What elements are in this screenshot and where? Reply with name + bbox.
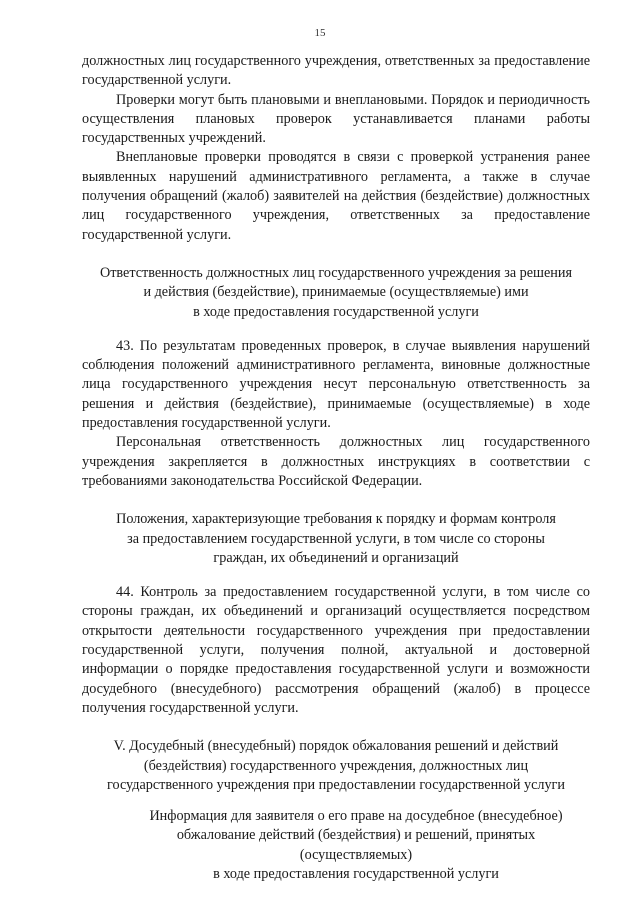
heading-section-v <box>82 737 590 795</box>
heading-line: Информация для заявителя о его праве на досудебное (внесудебное) <box>149 808 563 825</box>
paragraph-personal-responsibility: Персональная ответственность должностных лиц государственного учреждения закрепляется в должностных инструкциях в соответствии с требованиями законодательства Российской Федерации. <box>82 434 590 489</box>
page-number: 15 <box>314 27 326 39</box>
heading-line: (осуществляемых) <box>299 846 413 863</box>
heading-line: и действия (бездействие), принимаемые (осуществляемые) ими <box>143 284 529 301</box>
heading-responsibility <box>82 264 590 322</box>
heading-line: граждан, их объединений и организаций <box>213 549 459 566</box>
heading-line: в ходе предоставления государственной услуги <box>193 303 479 320</box>
paragraph-43: 43. По результатам проведенных проверок, в случае выявления нарушений соблюдения положений административного регламента, виновные должностные лица государственного учреждения несут персональную ответственность за решения и действия (бездействие), принимаемые (осуществляемые) в ходе предоставления государственной услуги. <box>82 337 590 432</box>
paragraph-inspections-types: Проверки могут быть плановыми и внеплановыми. Порядок и периодичность осуществления плановых проверок устанавливается планами работы государственных учреждений. <box>82 91 590 147</box>
heading-applicant-information <box>82 807 590 884</box>
heading-line: (бездействия) государственного учреждения, должностных лиц <box>143 757 529 774</box>
heading-line: в ходе предоставления государственной услуги <box>213 865 499 882</box>
document-body <box>82 52 590 884</box>
paragraph-44: 44. Контроль за предоставлением государственной услуги, в том числе со стороны граждан, их объединений и организаций осуществляется посредством открытости деятельности государственного учреждения при предоставлении государственной услуги, получения полной, актуальной и достоверной информации о порядке предоставления государственной услуги и возможности досудебного (внесудебного) рассмотрения обращений (жалоб) в процессе получения государственной услуги. <box>82 584 590 716</box>
heading-line: обжалование действий (бездействия) и решений, принятых <box>176 827 536 844</box>
heading-line: за предоставлением государственной услуги, в том числе со стороны <box>127 530 545 547</box>
heading-line: Положения, характеризующие требования к порядку и формам контроля <box>116 511 556 528</box>
paragraph-continuation: должностных лиц государственного учреждения, ответственных за предоставление государственной услуги. <box>82 53 590 89</box>
heading-line: V. Досудебный (внесудебный) порядок обжалования решений и действий <box>113 738 559 755</box>
heading-line: Ответственность должностных лиц государственного учреждения за решения <box>99 264 572 281</box>
paragraph-unscheduled-inspections: Внеплановые проверки проводятся в связи с проверкой устранения ранее выявленных нарушений административного регламента, а также в случае получения обращений (жалоб) заявителей на действия (бездействие) должностных лиц государственного учреждения, ответственных за предоставление государственной услуги. <box>82 149 590 243</box>
heading-line: государственного учреждения при предоставлении государственной услуги <box>107 776 565 793</box>
heading-control-requirements <box>82 510 590 568</box>
